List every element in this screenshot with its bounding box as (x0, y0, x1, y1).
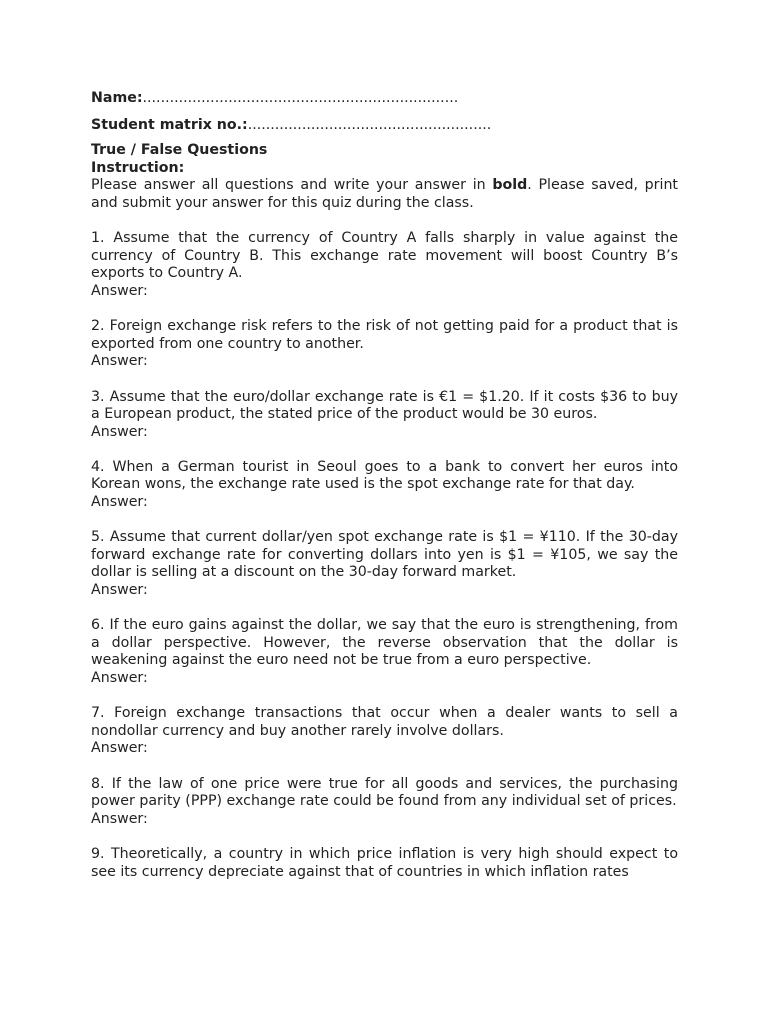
question-text: 7. Foreign exchange transactions that occur when a dealer wants to sell a nondollar currency and buy another rarely involve dollars. (91, 705, 678, 739)
question-2 (91, 318, 678, 371)
question-3 (91, 389, 678, 442)
answer-label: Answer: (91, 423, 148, 440)
question-6 (91, 617, 678, 687)
instruction-text (91, 177, 678, 212)
instruction-text-after: . Please saved, print and submit your answer for this quiz during the class. (91, 177, 678, 211)
question-1 (91, 230, 678, 300)
question-5 (91, 529, 678, 599)
quiz-title: True / False Questions (91, 142, 268, 159)
question-7 (91, 705, 678, 758)
student-matrix-field (91, 117, 678, 135)
answer-label: Answer: (91, 740, 148, 757)
question-text: 5. Assume that current dollar/yen spot exchange rate is $1 = ¥110. If the 30-day forward exchange rate for converting dollars into yen is $1 = ¥105, we say the dollar is selling at a discount on the 30-day forward market. (91, 529, 678, 581)
name-field (91, 90, 678, 108)
answer-label: Answer: (91, 670, 148, 686)
instruction-bold-word: bold (492, 177, 528, 194)
quiz-page (91, 90, 678, 881)
answer-label: Answer: (91, 582, 148, 599)
name-dots: ...................................................................... (142, 90, 459, 106)
name-label: Name: (91, 90, 143, 106)
answer-label: Answer: (91, 282, 148, 299)
instruction-text-before: Please answer all questions and write your answer in (91, 177, 493, 194)
answer-label: Answer: (91, 494, 148, 511)
question-9 (91, 846, 678, 881)
question-text: 9. Theoretically, a country in which price inflation is very high should expect to see its currency depreciate against that of countries in which inflation rates (91, 845, 678, 880)
question-text: 3. Assume that the euro/dollar exchange rate is €1 = $1.20. If it costs $36 to buy a European product, the stated price of the product would be 30 euros. (91, 388, 678, 423)
question-text: 2. Foreign exchange risk refers to the risk of not getting paid for a product that is exported from one country to another. (91, 318, 678, 352)
question-text: 4. When a German tourist in Seoul goes to a bank to convert her euros into Korean wons, the exchange rate used is the spot exchange rate for that day. (91, 458, 678, 493)
answer-label: Answer: (91, 353, 148, 370)
answer-label: Answer: (91, 810, 148, 827)
question-4 (91, 459, 678, 512)
question-text: 1. Assume that the currency of Country A falls sharply in value against the currency of Country B. This exchange rate movement will boost Country B’s exports to Country A. (91, 230, 678, 282)
student-matrix-label: Student matrix no.: (91, 116, 248, 133)
student-matrix-dots: ...................................................... (247, 116, 492, 133)
question-text: 6. If the euro gains against the dollar, we say that the euro is strengthening, from a dollar perspective. However, the reverse observation that the dollar is weakening against the euro need not be true from a euro perspective. (91, 617, 678, 669)
question-text: 8. If the law of one price were true for all goods and services, the purchasing power parity (PPP) exchange rate could be found from any individual set of prices. (91, 775, 678, 810)
question-8 (91, 776, 678, 829)
instruction-label: Instruction: (91, 159, 185, 176)
